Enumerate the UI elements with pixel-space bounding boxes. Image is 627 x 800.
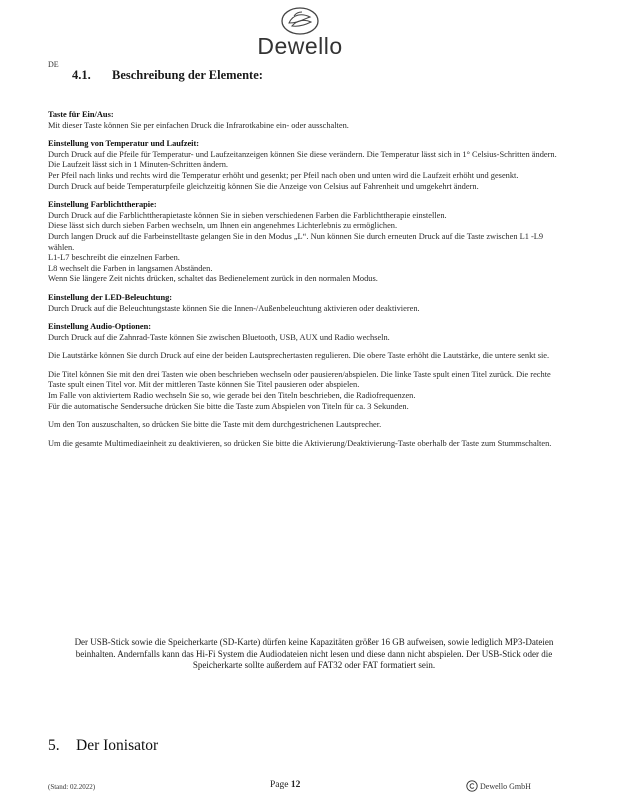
- section-title: Der Ionisator: [76, 737, 159, 754]
- section-audio: [48, 322, 570, 343]
- body-content: [48, 110, 570, 449]
- section-heading-5: [48, 737, 158, 755]
- paragraph: Mit dieser Taste können Sie per einfachen Druck die Infrarotkabine ein- oder ausschalten.: [48, 120, 349, 130]
- paragraph: Durch Druck auf beide Temperaturpfeile gleichzeitig können Sie die Anzeige von Celsius auf Fahrenheit und umgekehrt ändern.: [48, 181, 479, 191]
- usb-notice: Der USB-Stick sowie die Speicherkarte (SD-Karte) dürfen keine Kapazitäten größer 16 GB aufweisen, sowie lediglich MP3-Dateien beinhalten. Andernfalls kann das Hi-Fi System die Audiodateien nicht lesen und diese dann nicht abspielen. Der USB-Stick oder die Speicherkarte sollte außerdem auf FAT32 oder FAT formatiert sein.: [74, 637, 554, 671]
- paragraph: Durch Druck auf die Zahnrad-Taste können Sie zwischen Bluetooth, USB, AUX und Radio wechseln.: [48, 332, 390, 342]
- section-heading-4-1: [72, 68, 263, 83]
- paragraph: Durch Druck auf die Beleuchtungstaste können Sie die Innen-/Außenbeleuchtung aktivieren oder deaktivieren.: [48, 303, 420, 313]
- copyright-holder: Dewello GmbH: [480, 781, 531, 791]
- page-label: Page: [270, 780, 289, 790]
- paragraph-multimedia-off: Um die gesamte Multimediaeinheit zu deaktivieren, so drücken Sie bitte die Aktivierung/Deaktivierung-Taste oberhalb der Taste zum Stummschalten.: [48, 438, 552, 448]
- paragraph: Durch Druck auf die Pfeile für Temperatur- und Laufzeitanzeigen können Sie diese verändern. Die Temperatur lässt sich in 1° Celsius-Schritten ändern. Die Laufzeit lässt sich in 1 Minuten-Schritten ändern.: [48, 149, 557, 170]
- section-temperature: [48, 139, 570, 192]
- copyright: [466, 780, 531, 792]
- subheading-color-light: Einstellung Farblichttherapie:: [48, 200, 157, 210]
- section-color-light: [48, 200, 570, 285]
- paragraph: Per Pfeil nach links und rechts wird die Temperatur erhöht und gesenkt; per Pfeil nach oben und unten wird die Laufzeit erhöht und gesenkt.: [48, 170, 519, 180]
- paragraph: L1-L7 beschreibt die einzelnen Farben.: [48, 253, 180, 263]
- subheading-audio: Einstellung Audio-Optionen:: [48, 322, 152, 332]
- paragraph: Wenn Sie längere Zeit nichts drücken, schaltet das Bedienelement zurück in den normalen Modus.: [48, 274, 378, 284]
- paragraph: Durch langen Druck auf die Farbeinstelltaste gelangen Sie in den Modus „L“. Nun können Sie durch erneuten Druck auf die Taste zwischen L1 -L9 wählen.: [48, 231, 544, 252]
- page-footer: [0, 779, 627, 797]
- revision-date: (Stand: 02.2022): [48, 783, 96, 791]
- section-title: Beschreibung der Elemente:: [112, 68, 263, 82]
- brand-name: Dewello: [257, 33, 343, 59]
- paragraph-tracks: Die Titel können Sie mit den drei Tasten wie oben beschrieben wechseln oder pausieren/abspielen. Die linke Taste spult einen Titel zurück. Die rechte Taste spult einen Titel vor. Mit der mittleren Taste können Sie Titel pausieren oder abspielen. Im Falle von aktiviertem Radio wechseln Sie so, wie gerade bei den Titeln beschrieben, die Radiofrequenzen. Für die automatische Sendersuche drücken Sie bitte die Taste zum Abspielen von Titeln für ca. 3 Sekunden.: [48, 369, 551, 411]
- language-code: DE: [48, 60, 59, 69]
- section-power: [48, 110, 570, 131]
- section-number: 4.1.: [72, 68, 91, 82]
- paragraph-volume: Die Lautstärke können Sie durch Druck auf eine der beiden Lautsprechertasten regulieren. Die obere Taste erhöht die Lautstärke, die untere senkt sie.: [48, 351, 550, 361]
- paragraph-mute: Um den Ton auszuschalten, so drücken Sie bitte die Taste mit dem durchgestrichenen Lautsprecher.: [48, 420, 382, 430]
- brand-logo: [230, 6, 370, 58]
- paragraph: L8 wechselt die Farben in langsamen Abständen.: [48, 263, 213, 273]
- page-number-value: 12: [290, 780, 301, 790]
- leaf-emblem-icon: [280, 6, 320, 36]
- subheading-temperature: Einstellung von Temperatur und Laufzeit:: [48, 139, 200, 149]
- section-number: 5.: [48, 737, 60, 754]
- paragraph: Diese lässt sich durch sieben Farben wechseln, um Ihnen ein angenehmes Lichterlebnis zu ermöglichen.: [48, 221, 398, 231]
- subheading-led: Einstellung der LED-Beleuchtung:: [48, 292, 173, 302]
- paragraph: Durch Druck auf die Farblichttherapietaste können Sie in sieben verschiedenen Farben die Farblichttherapie einstellen.: [48, 210, 447, 220]
- page-number: [270, 780, 300, 790]
- copyright-icon: [466, 780, 478, 792]
- section-led: [48, 293, 570, 314]
- subheading-power: Taste für Ein/Aus:: [48, 110, 114, 119]
